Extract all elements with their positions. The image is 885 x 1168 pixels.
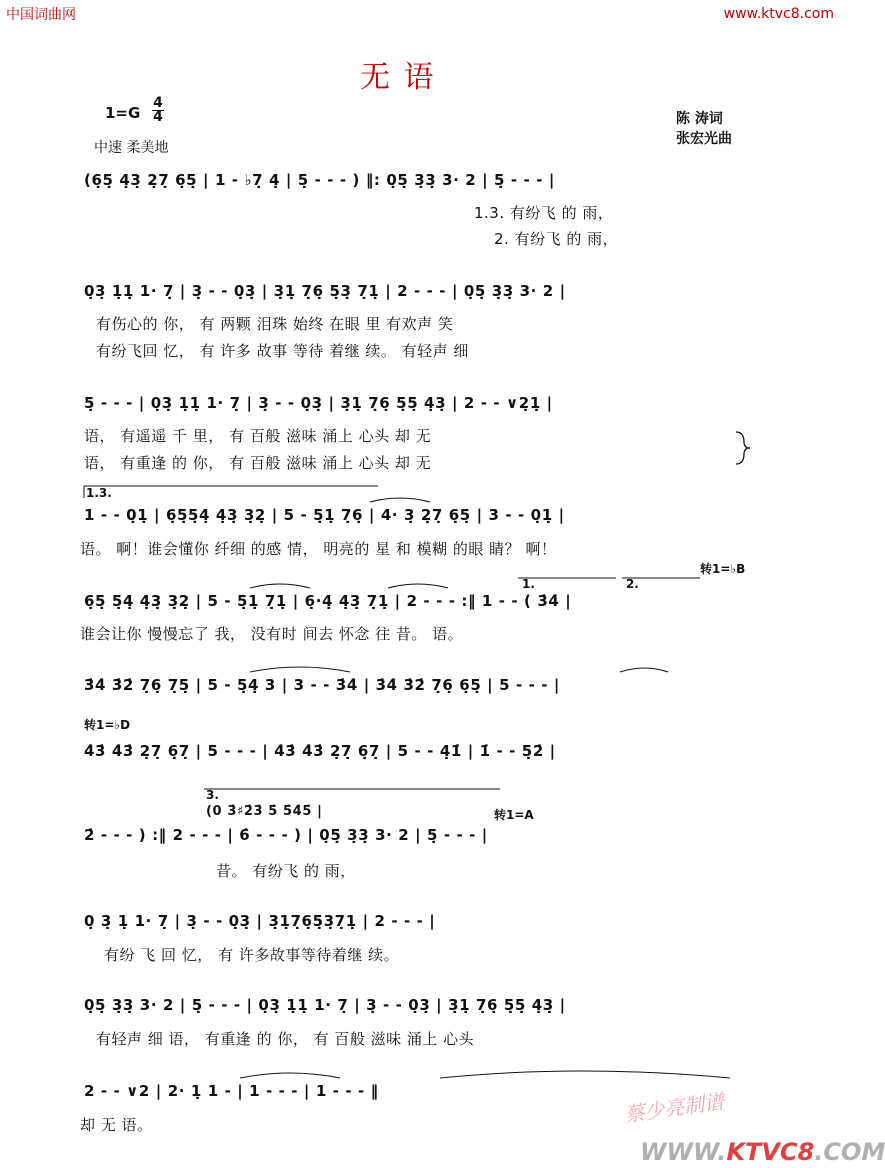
url-watermark-b: KTVC8 [726,1138,815,1166]
tie-row-6-b [620,668,668,672]
lyrics-row-10: 有轻声 细 语， 有重逢 的 你， 有 百般 滋味 涌上 心头 [96,1030,475,1048]
lyrics-row-4: 语。 啊！谁会懂你 纤细 的感 情， 明亮的 星 和 模糊 的眼 睛？ 啊！ [80,540,557,558]
score-row-3: 5̣ - - - | 0̣3̣ 1̣1̣ 1· 7̣ | 3̣ - - 0̣3̣ | 3̣1̣ 7̣6̣ 5̣5̣ 4̣3̣ | 2 - - ∨2̣1̣ | [84,394,553,412]
key-change-db: 转1=♭D [84,718,131,732]
tie-row-11-a [240,1073,340,1078]
lyrics-row-1-verse-b: 2. 有纷飞 的 雨， [494,230,619,248]
lyrics-row-9: 有纷 飞 回 忆， 有 许多故事等待着继 续。 [104,946,400,964]
song-title: 无 语 [360,60,436,95]
lyrics-row-1-verse-a: 1.3. 有纷飞 的 雨， [474,204,614,222]
key-change-a: 转1=A [494,808,534,822]
site-name-left[interactable]: 中国词曲网 [6,7,76,23]
key-signature: 1=G [105,104,141,122]
score-row-11: 2 - - ∨2 | 2· 1̣ 1 - | 1 - - - | 1 - - - ‖ [84,1082,379,1100]
tie-row-6 [250,667,350,672]
lyrics-row-8: 昔。 有纷飞 的 雨， [216,862,356,880]
lyrics-row-5: 谁会让你 慢慢忘了 我， 没有时 间去 怀念 往 昔。 语。 [80,625,464,643]
score-row-5: 6̣5̣ 5̣4̣ 4̣3̣ 3̣2̣ | 5 - 5̣1̣ 7̣1̣ | 6̣·4̣ 4̣3̣ 7̣1̣ | 2 - - - :‖ 1 - - ( 3̇4̇ | [84,592,572,610]
time-top: 4 [153,95,163,111]
score-row-2: 0̣3̣ 1̣1̣ 1· 7̣ | 3̣ - - 0̣3̣ | 3̣1̣ 7̣6̣ 5̣3̣ 7̣1̣ | 2 - - - | 0̣5̣ 3̣3̣ 3· 2 | [84,282,566,300]
score-row-1: (6̣5̣ 4̣3̣ 2̣7̣ 6̣5̣ | 1 - ♭7̣ 4̣ | 5̣ - - - ) ‖: 0̣5̣ 3̣3̣ 3· 2 | 5̣ - - - | [84,171,555,189]
lyrics-row-2-verse-a: 有伤心的 你， 有 两颗 泪珠 始终 在眼 里 有欢声 笑 [96,315,454,333]
lyrics-row-11: 却 无 语。 [80,1116,153,1134]
score-row-4: 1 - - 0̣1̣ | 6̣5̣5̣4̣ 4̣3̣ 3̣2̣ | 5 - 5̣1̣ 7̣6̣ | 4· 3̣ 2̣7̣ 6̣5̣ | 3 - - 0̣1̣ | [84,506,565,524]
verse-brace [736,432,750,464]
tie-row-5-b [388,584,448,588]
lyrics-row-3-verse-b: 语， 有重逢 的 你， 有 百般 滋味 涌上 心头 却 无 [84,454,432,472]
lyrics-row-2-verse-b: 有纷飞回 忆， 有 许多 故事 等待 着继 续。 有轻声 细 [96,342,469,360]
score-row-7: 4̇3̇ 4̇3̇ 2̣7̣ 6̣7̣ | 5 - - - | 4̇3̇ 4̇3̇ 2̣7̣ 6̣7̣ | 5 - - 4̣1̇ | 1̇ - - 5̣2̇ | [84,742,556,760]
site-url-right[interactable]: www.ktvc8.com [723,6,834,22]
bridge-phrase: (0 3̇♯2̇3̇ 5̇ 5̇4̇5̇ | [206,804,323,819]
volta-1-label: 1. [522,577,535,591]
score-row-6: 3̇4̇ 3̇2̇ 7̣6̣ 7̣5̣ | 5 - 5̣4̣ 3 | 3 - - 3̇4̇ | 3̇4̇ 3̇2̇ 7̣6̣ 6̣5̣ | 5 - - - | [84,676,560,694]
volta-1-3-label: 1.3. [86,486,112,500]
url-watermark-c: .COM [814,1138,885,1166]
score-row-9: 0̣ 3̣ 1̣ 1· 7̣ | 3̣ - - 0̣3̣ | 3̣1̣7̣6̣5̣3̣7̣1̣ | 2 - - - | [84,912,436,930]
volta-3-label: 3. [206,788,219,802]
score-row-10: 0̣5̣ 3̣3̣ 3· 2 | 5̣ - - - | 0̣3̣ 1̣1̣ 1· 7̣ | 3̣ - - 0̣3̣ | 3̣1̣ 7̣6̣ 5̣5̣ 4̣3̣ | [84,996,566,1014]
lyricist-credit: 陈 涛词 [676,111,723,127]
tie-row-5-a [250,584,310,588]
time-bottom: 4 [153,109,163,125]
url-watermark-a: WWW. [640,1138,727,1166]
key-change-bb: 转1=♭B [700,562,746,576]
tie-row-11-b [440,1071,730,1078]
score-row-8: 2̇ - - - ) :‖ 2 - - - | 6̇ - - - ) | 0̣5̣ 3̣3̣ 3· 2 | 5̣ - - - | [84,826,488,844]
lyrics-row-3-verse-a: 语， 有遥遥 千 里， 有 百般 滋味 涌上 心头 却 无 [84,427,432,445]
tempo-marking: 中速 柔美地 [94,140,169,156]
arranger-watermark: 蔡少亮制谱 [623,1089,726,1127]
composer-credit: 张宏光曲 [676,131,732,147]
tie-row-4 [370,498,430,502]
volta-2-label: 2. [626,577,639,591]
